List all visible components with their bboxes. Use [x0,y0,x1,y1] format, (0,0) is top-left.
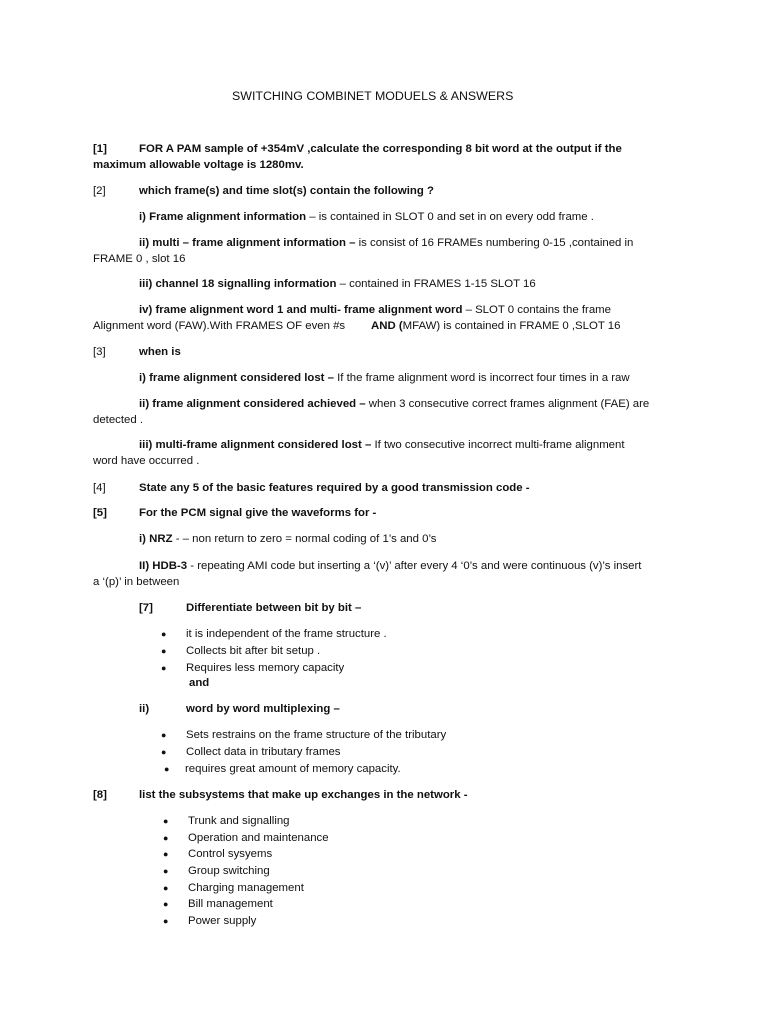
q3-iii-text: If two consecutive incorrect multi-frame alignment [371,439,625,451]
q7-ii-bullet-2: Collect data in tributary frames [186,746,341,758]
q2-iv-mfaw: MFAW) is contained in FRAME 0 ,SLOT 16 [402,320,621,332]
q8-bullet-4: Group switching [188,865,270,877]
q5-answer-i [139,531,436,547]
q8-bullet-3: Control sysyems [188,848,273,860]
bullet-icon: ● [161,730,167,740]
q2-i-label: i) Frame alignment information [139,211,307,223]
bullet-icon: ● [163,883,169,893]
q8-bullet-5: Charging management [188,882,304,894]
q5-i-label: i) NRZ [139,533,173,545]
q3-i-text: If the frame alignment word is incorrect four times in a raw [333,372,630,384]
q3-question: when is [139,346,181,358]
q1-number: [1] [93,143,107,155]
q3-answer-iii [139,437,625,453]
q7-ii-question: word by word multiplexing – [186,703,340,715]
q2-ii-text-line2: FRAME 0 , slot 16 [93,253,186,265]
q7-number: [7] [139,602,153,614]
q8-bullet-1: Trunk and signalling [188,815,290,827]
q7-ii-bullet-3: requires great amount of memory capacity. [185,763,401,775]
bullet-icon: ● [161,629,167,639]
q3-answer-i [139,370,630,386]
q3-ii-label: ii) frame alignment considered achieved – [139,398,366,410]
q5-answer-ii [139,558,641,574]
q2-number: [2] [93,185,106,197]
q2-question: which frame(s) and time slot(s) contain the following ? [139,185,434,197]
q8-question: list the subsystems that make up exchanges in the network - [139,789,468,801]
q3-ii-text-line2: detected . [93,414,144,426]
q5-ii-text: - repeating AMI code but inserting a ‘(v)’ after every 4 ‘0’s and were continuous (v)’s insert [187,560,642,572]
q1-text-line2: maximum allowable voltage is 1280mv. [93,159,304,171]
bullet-icon: ● [161,747,167,757]
bullet-icon: ● [163,849,169,859]
q5-i-text: - – non return to zero = normal coding of 1’s and 0’s [172,533,437,545]
q2-iv-text: – SLOT 0 contains the frame [462,304,612,316]
q3-iii-label: iii) multi-frame alignment considered lost – [139,439,372,451]
q7-ii-bullet-1: Sets restrains on the frame structure of the tributary [186,729,447,741]
bullet-icon: ● [163,899,169,909]
q2-i-text: – is contained in SLOT 0 and set in on every odd frame . [306,211,594,223]
q3-iii-text-line2: word have occurred . [93,455,200,467]
q5-ii-label: II) HDB-3 [139,560,188,572]
q2-iv-text-line2a: Alignment word (FAW).With FRAMES OF even #s [93,320,346,332]
bullet-icon: ● [161,646,167,656]
q3-i-label: i) frame alignment considered lost – [139,372,334,384]
q3-number: [3] [93,346,106,358]
q2-iv-and: AND ( [371,320,403,332]
q2-answer-ii [139,235,633,251]
q7-bullet-2: Collects bit after bit setup . [186,645,321,657]
q2-iii-label: iii) channel 18 signalling information [139,278,337,290]
q5-ii-text-line2: a ‘(p)’ in between [93,576,180,588]
q2-ii-label: ii) multi – frame alignment information – [139,237,356,249]
q2-iv-text-line2b [371,318,620,334]
q2-answer-i [139,209,594,225]
q2-ii-text: is consist of 16 FRAMEs numbering 0-15 ,contained in [355,237,634,249]
q2-iv-label: iv) frame alignment word 1 and multi- frame alignment word [139,304,463,316]
bullet-icon: ● [163,816,169,826]
q4-question: State any 5 of the basic features required by a good transmission code - [139,482,530,494]
q5-number: [5] [93,507,107,519]
q5-question: For the PCM signal give the waveforms for - [139,507,377,519]
q7-ii-number: ii) [139,703,150,715]
q8-bullet-7: Power supply [188,915,257,927]
q7-question: Differentiate between bit by bit – [186,602,362,614]
q7-bullet-1: it is independent of the frame structure . [186,628,387,640]
document-title: SWITCHING COMBINET MODUELS & ANSWERS [232,89,514,103]
bullet-icon: ● [163,866,169,876]
bullet-icon: ● [164,764,170,774]
q3-answer-ii [139,396,649,412]
bullet-icon: ● [161,663,167,673]
bullet-icon: ● [163,916,169,926]
q8-number: [8] [93,789,107,801]
q2-answer-iv [139,302,611,318]
q3-ii-text: when 3 consecutive correct frames alignment (FAE) are [365,398,650,410]
q8-bullet-2: Operation and maintenance [188,832,329,844]
bullet-icon: ● [163,833,169,843]
q8-bullet-6: Bill management [188,898,273,910]
q2-answer-iii [139,276,536,292]
q7-bullet-3: Requires less memory capacity [186,662,345,674]
q4-number: [4] [93,482,106,494]
q2-iii-text: – contained in FRAMES 1-15 SLOT 16 [336,278,536,290]
q1-text-line1: FOR A PAM sample of +354mV ,calculate the corresponding 8 bit word at the output if the [139,143,622,155]
q7-and: and [189,677,210,689]
